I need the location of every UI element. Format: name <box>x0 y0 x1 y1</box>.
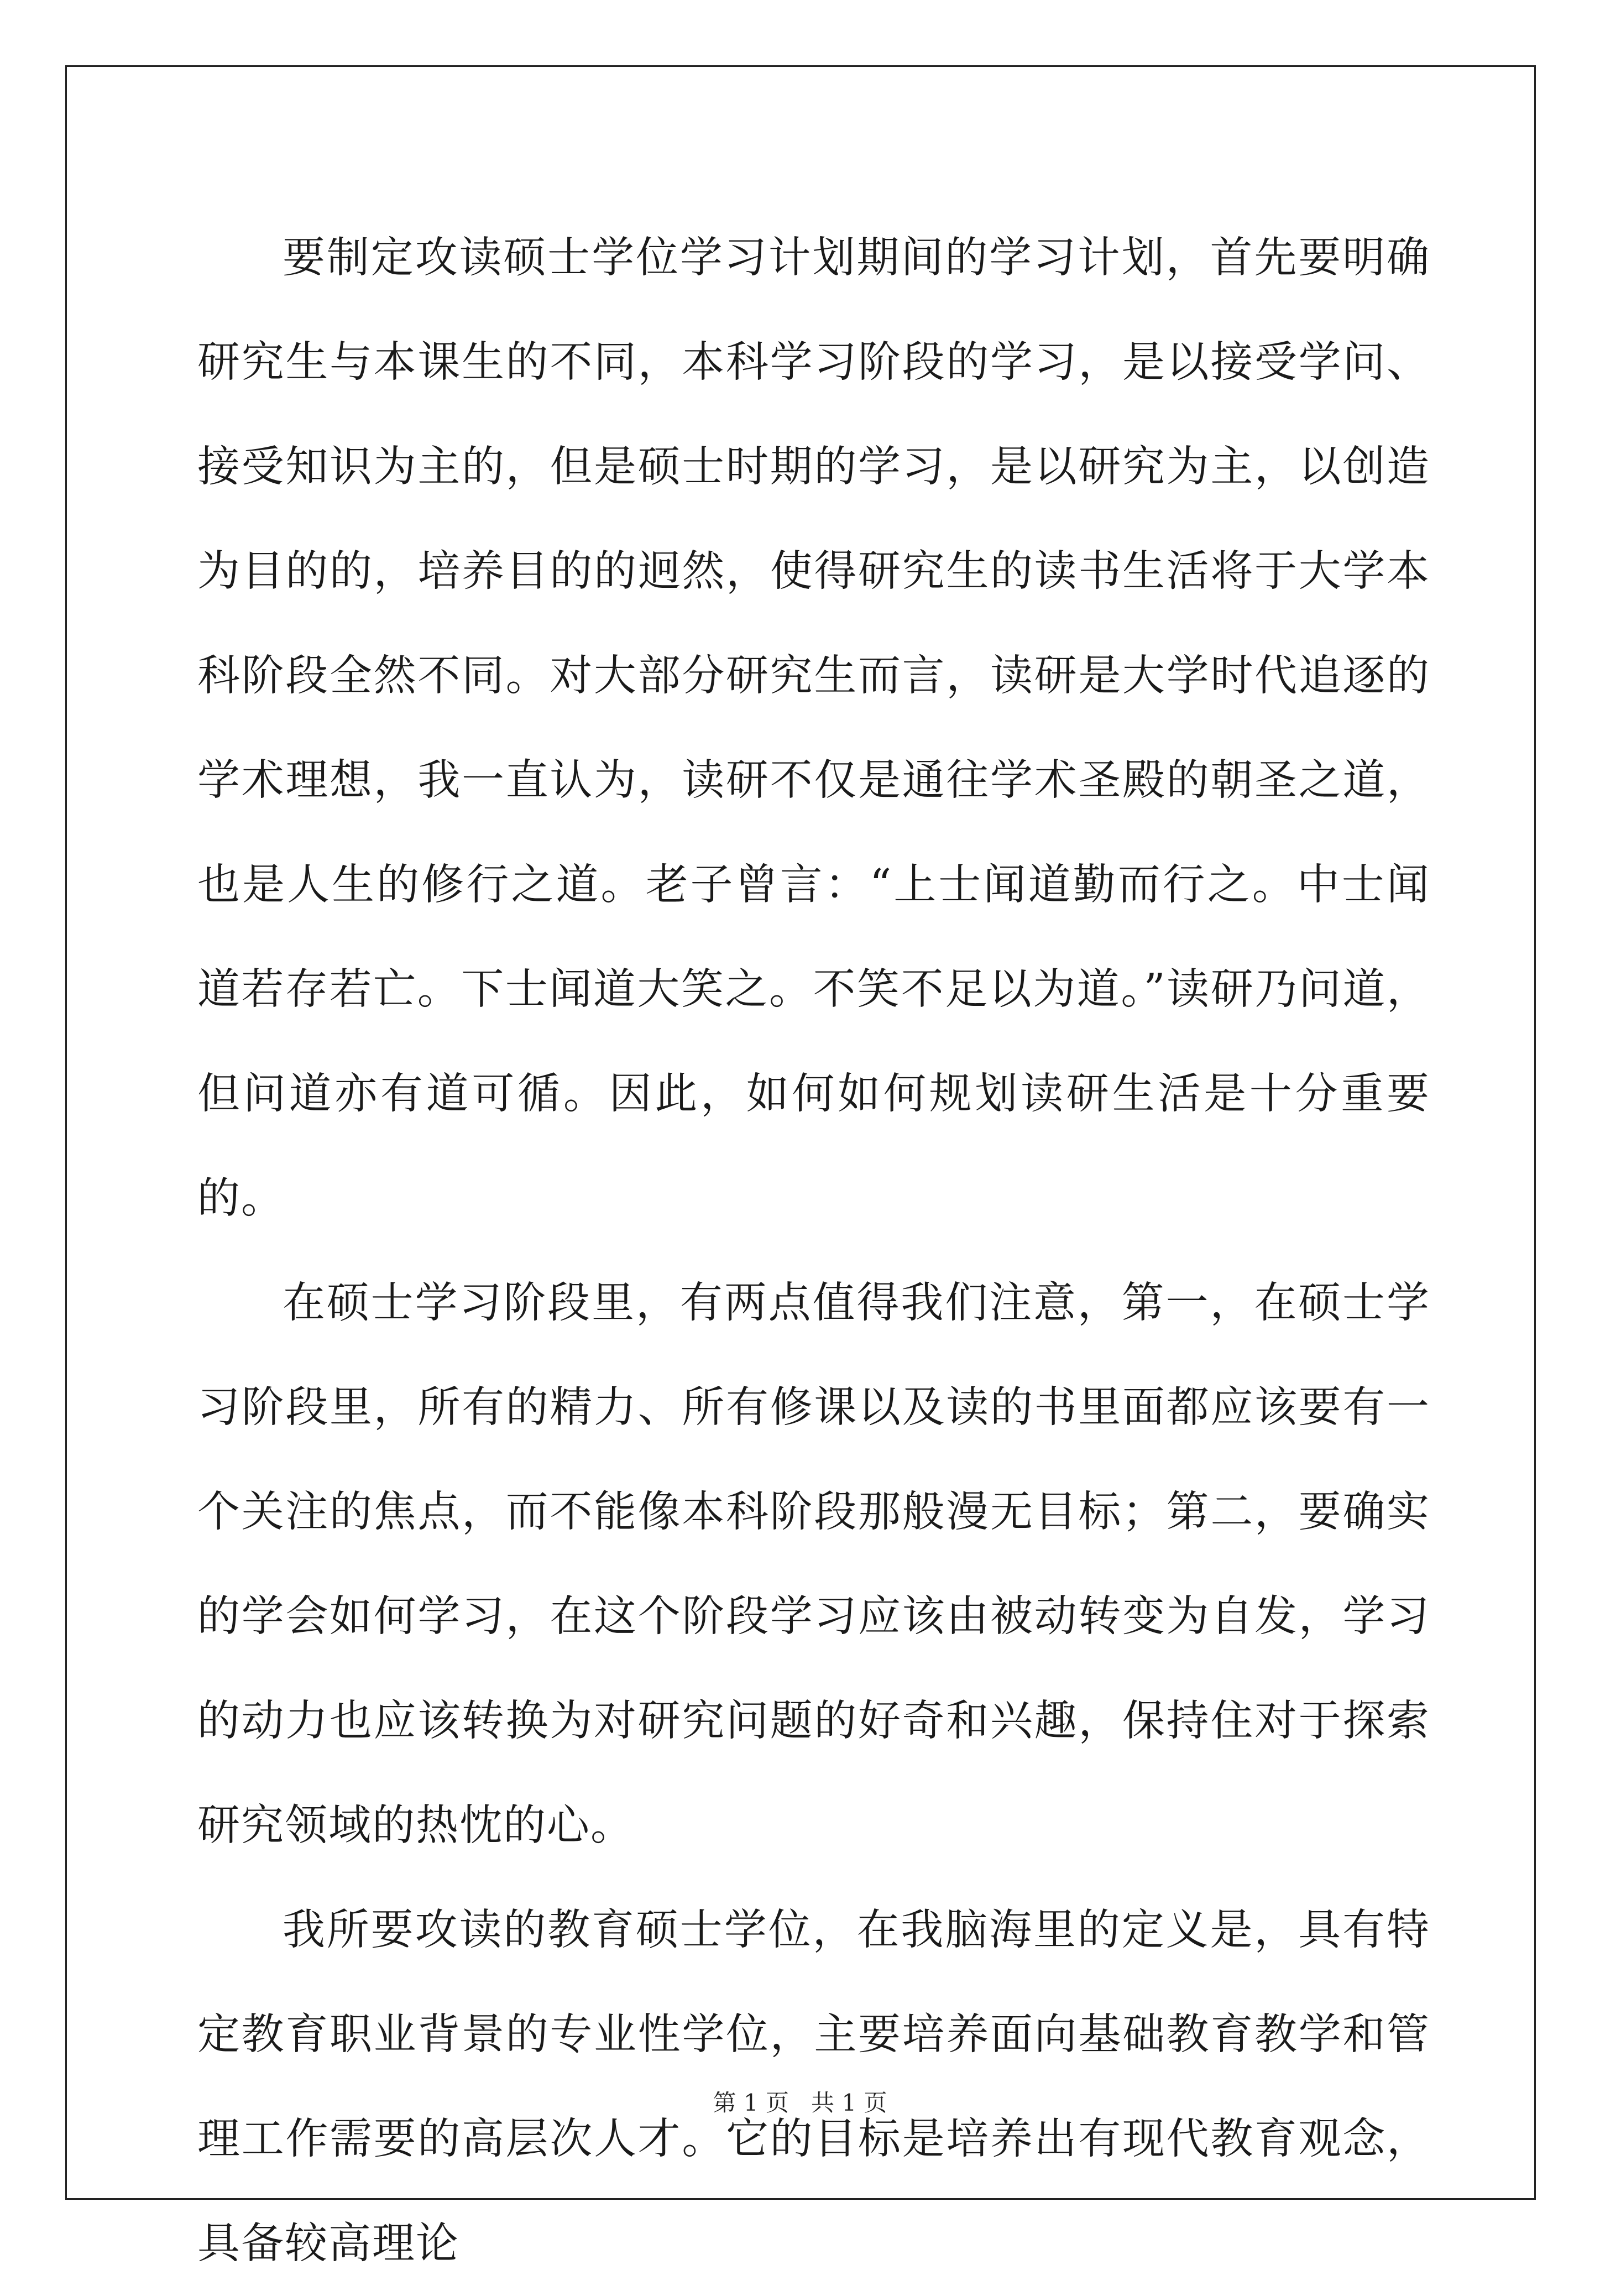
document-body <box>197 206 1430 2296</box>
page-number-footer: 第 1 页 共 1 页 <box>713 2089 887 2116</box>
paragraph-2: 在硕士学习阶段里，有两点值得我们注意，第一，在硕士学习阶段里，所有的精力、所有修课以及读的书里面都应该要有一个关注的焦点，而不能像本科阶段那般漫无目标；第二，要确实的学会如何学习，在这个阶段学习应该由被动转变为自发，学习的动力也应该转换为对研究问题的好奇和兴趣，保持住对于探索研究领域的热忱的心。 <box>197 1279 1430 1850</box>
paragraph-1: 要制定攻读硕士学位学习计划期间的学习计划，首先要明确研究生与本课生的不同，本科学习阶段的学习，是以接受学问、接受知识为主的，但是硕士时期的学习，是以研究为主，以创造为目的的，培养目的的迥然，使得研究生的读书生活将于大学本科阶段全然不同。对大部分研究生而言，读研是大学时代追逐的学术理想，我一直认为，读研不仅是通往学术圣殿的朝圣之道，也是人生的修行之道。老子曾言：“上士闻道勤而行之。中士闻道若存若亡。下士闻道大笑之。不笑不足以为道。”读研乃问道，但问道亦有道可循。因此，如何如何规划读研生活是十分重要的。 <box>197 233 1430 1223</box>
paragraph-3: 我所要攻读的教育硕士学位，在我脑海里的定义是，具有特定教育职业背景的专业性学位，主要培养面向基础教育教学和管理工作需要的高层次人才。它的目标是培养出有现代教育观念，具备较高理论 <box>197 1906 1430 2268</box>
